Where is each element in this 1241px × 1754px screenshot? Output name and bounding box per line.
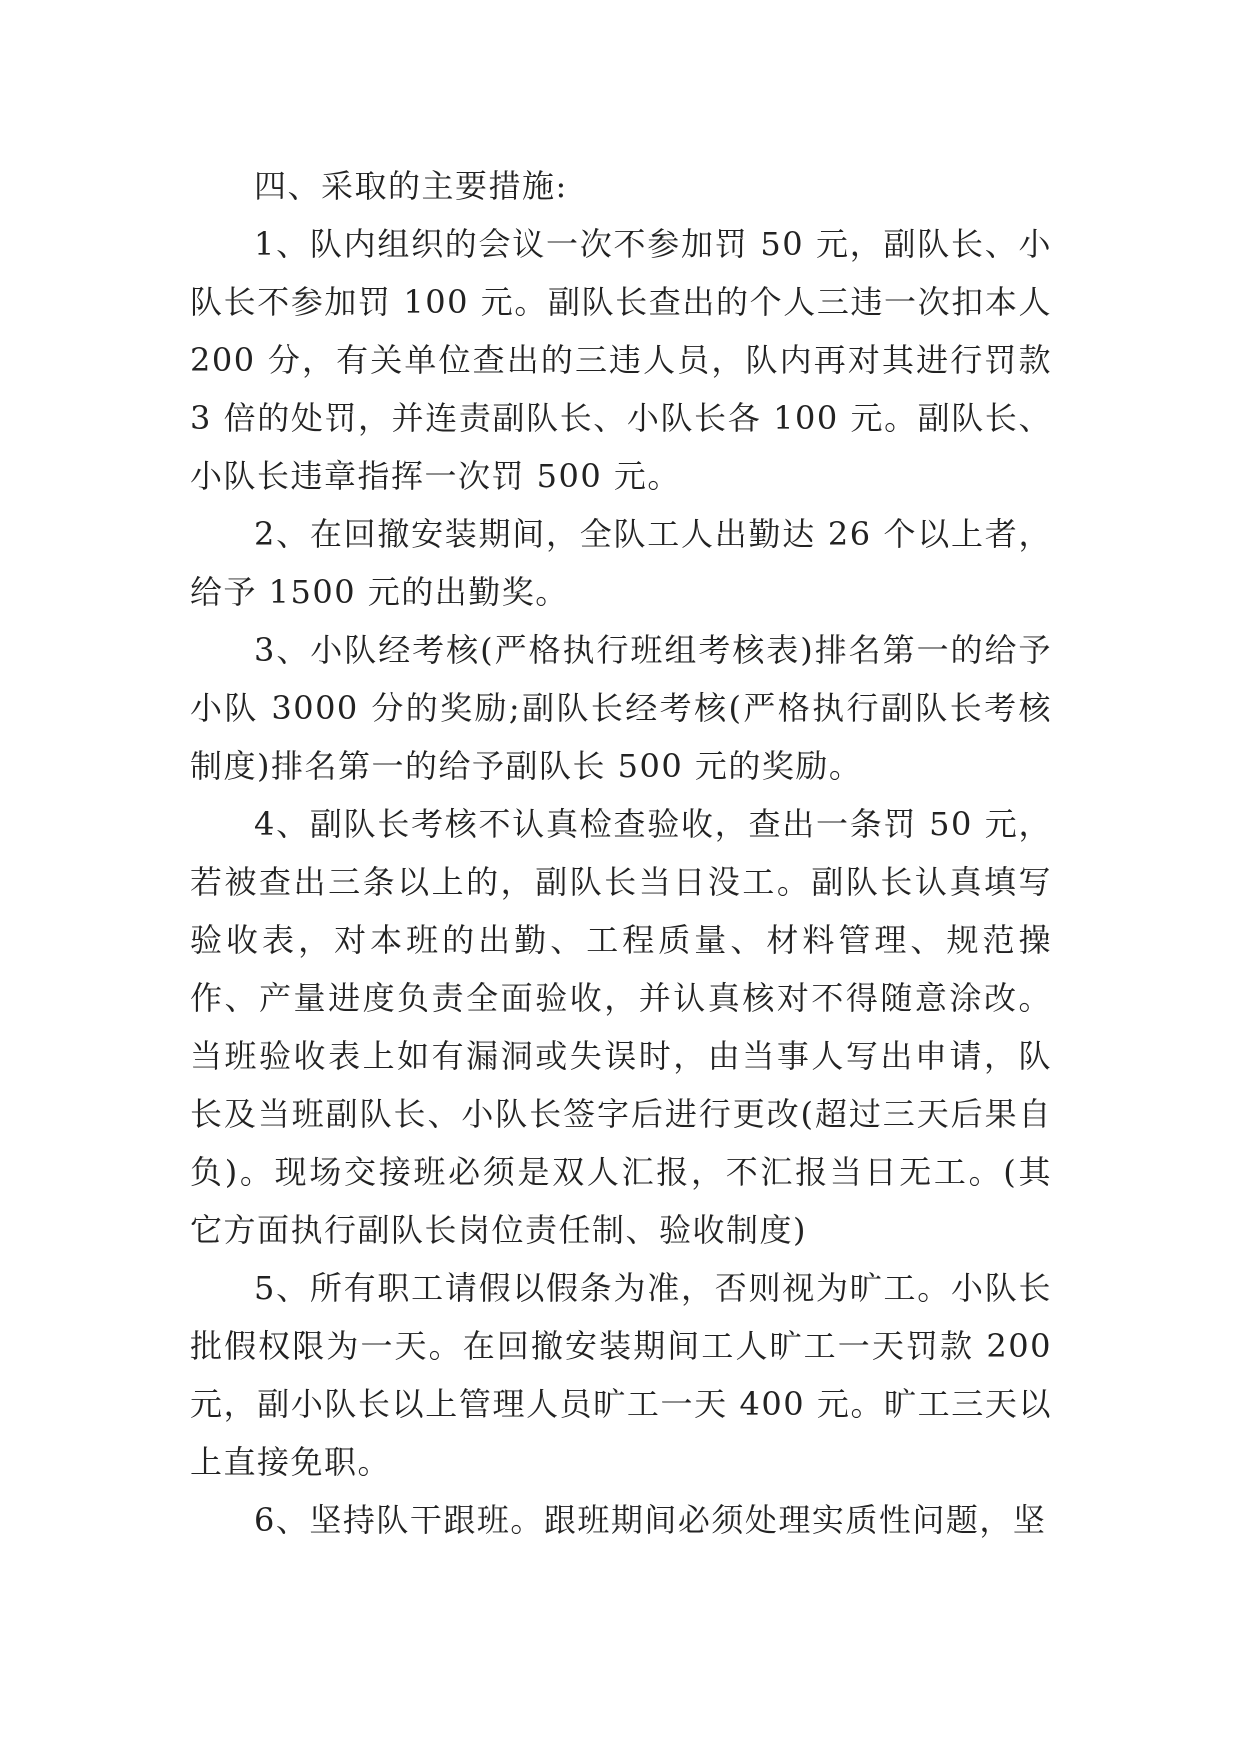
paragraph-4: 4、副队长考核不认真检查验收，查出一条罚 50 元，若被查出三条以上的，副队长当日没工。副队长认真填写验收表，对本班的出勤、工程质量、材料管理、规范操作、产量进度负责全面验收，并认真核对不得随意涂改。当班验收表上如有漏洞或失误时，由当事人写出申请，队长及当班副队长、小队长签字后进行更改(超过三天后果自负)。现场交接班必须是双人汇报，不汇报当日无工。(其它方面执行副队长岗位责任制、验收制度) xyxy=(190,805,1052,1249)
paragraph-5: 5、所有职工请假以假条为准，否则视为旷工。小队长批假权限为一天。在回撤安装期间工人旷工一天罚款 200 元，副小队长以上管理人员旷工一天 400 元。旷工三天以上直接免职。 xyxy=(190,1269,1052,1481)
paragraph-1: 1、队内组织的会议一次不参加罚 50 元，副队长、小队长不参加罚 100 元。副队长查出的个人三违一次扣本人 200 分，有关单位查出的三违人员，队内再对其进行罚款 3 倍的处罚，并连责副队长、小队长各 100 元。副队长、小队长违章指挥一次罚 500 元。 xyxy=(190,225,1052,495)
paragraph-6: 6、坚持队干跟班。跟班期间必须处理实质性问题，坚 xyxy=(254,1501,1047,1539)
paragraph-3: 3、小队经考核(严格执行班组考核表)排名第一的给予小队 3000 分的奖励;副队长经考核(严格执行副队长考核制度)排名第一的给予副队长 500 元的奖励。 xyxy=(190,631,1052,785)
document-body xyxy=(190,157,1052,1549)
section-heading: 四、采取的主要措施: xyxy=(254,167,568,205)
paragraph-2: 2、在回撤安装期间，全队工人出勤达 26 个以上者，给予 1500 元的出勤奖。 xyxy=(190,515,1052,611)
